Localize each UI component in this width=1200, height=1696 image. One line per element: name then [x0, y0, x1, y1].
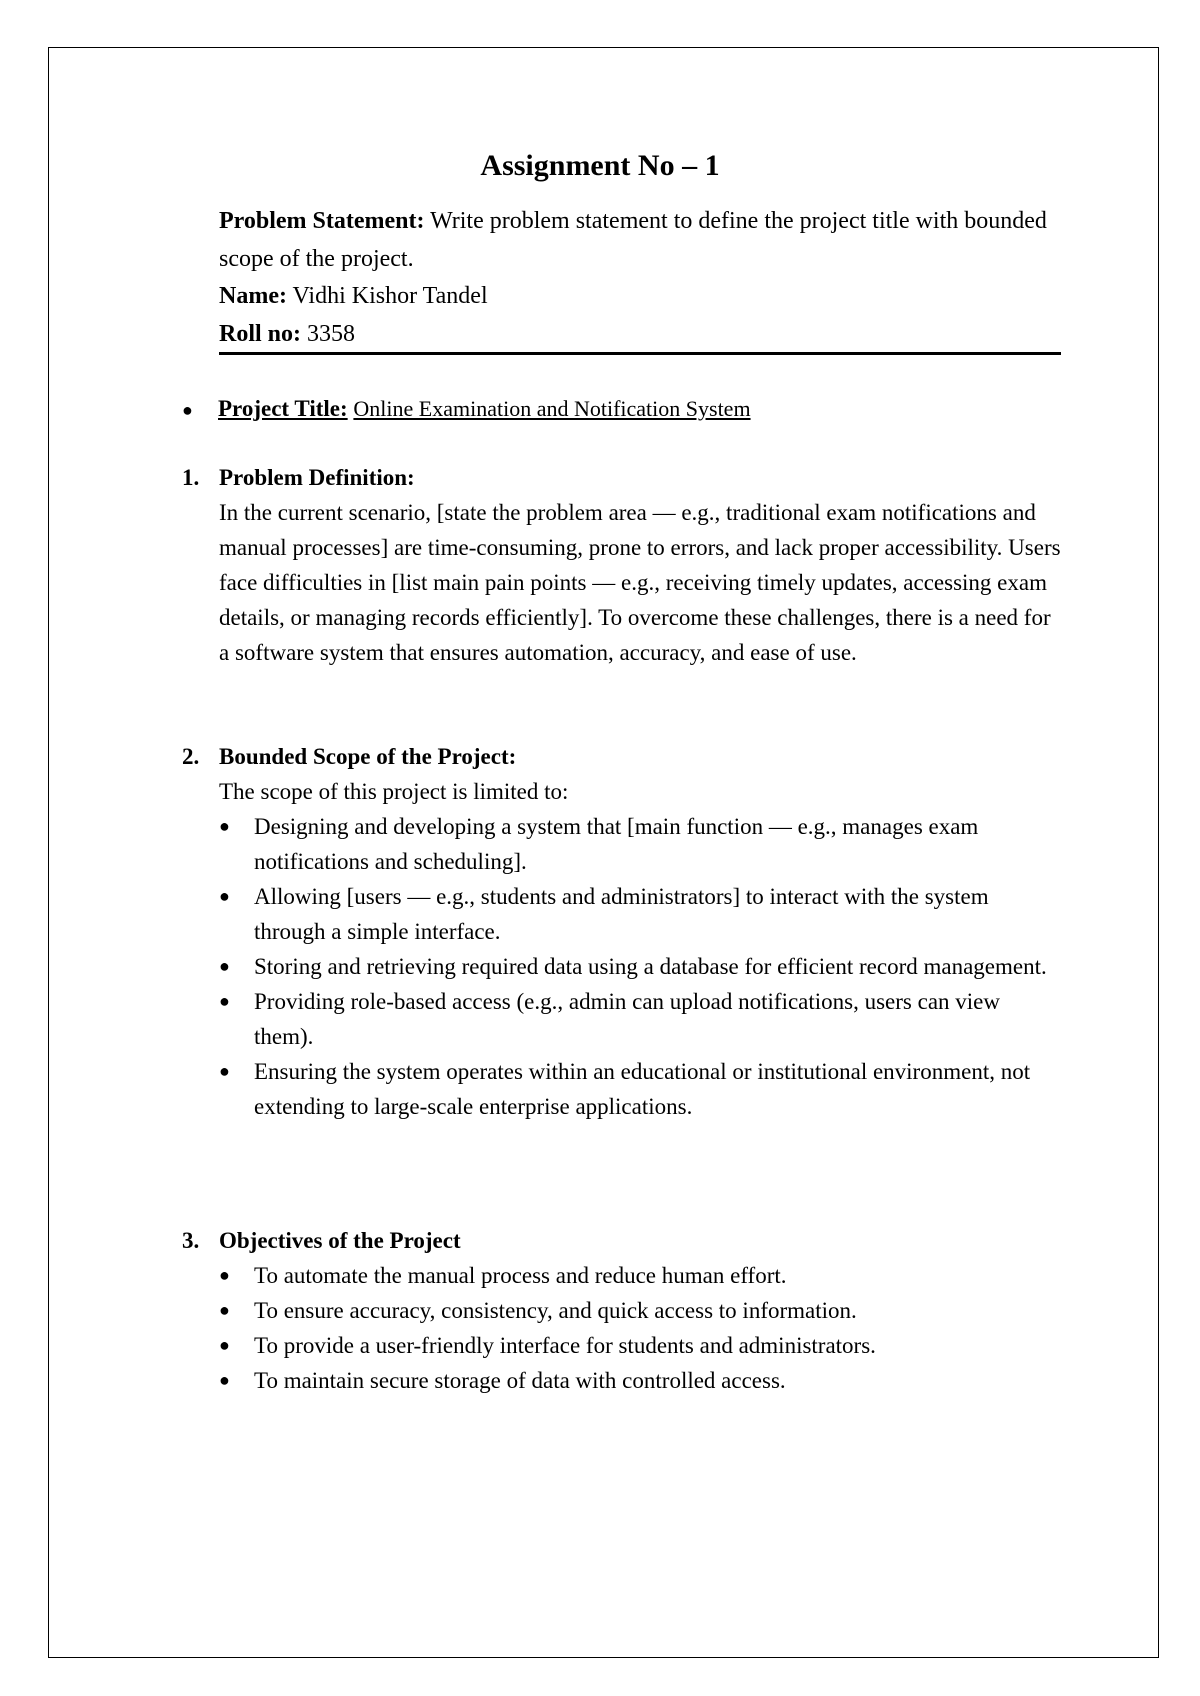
- list-item: [219, 1258, 1062, 1293]
- roll-number: [219, 316, 1059, 354]
- bullet-icon: ●: [219, 816, 230, 836]
- section-number: 2.: [182, 744, 200, 769]
- problem-statement-text: Write problem statement to define the project title with bounded scope of the project.: [219, 208, 1047, 272]
- problem-statement-label: Problem Statement:: [219, 208, 425, 234]
- bullet-icon: ●: [219, 956, 230, 976]
- scope-list: [182, 809, 1062, 1124]
- list-item: [219, 809, 1062, 879]
- list-item-text: Allowing [users — e.g., students and administrators] to interact with the system through a simple interface.: [254, 884, 989, 944]
- section-heading-text: Problem Definition:: [219, 465, 415, 490]
- name-value: Vidhi Kishor Tandel: [286, 283, 488, 309]
- list-item: [219, 1293, 1062, 1328]
- list-item: [219, 949, 1062, 984]
- header-block: [219, 203, 1059, 353]
- bullet-icon: ●: [219, 1300, 230, 1320]
- section-heading: [182, 460, 1062, 495]
- bullet-icon: ●: [219, 1370, 230, 1390]
- list-item-text: Designing and developing a system that [main function — e.g., manages exam notifications and scheduling].: [254, 814, 979, 874]
- list-item-text: To automate the manual process and reduce human effort.: [254, 1263, 787, 1288]
- section-intro: The scope of this project is limited to:: [219, 779, 569, 804]
- section-heading: [182, 1223, 1062, 1258]
- bullet-icon: ●: [219, 991, 230, 1011]
- section-problem-definition: [182, 460, 1062, 670]
- roll-label: Roll no:: [219, 320, 302, 347]
- header-divider: [219, 352, 1061, 355]
- student-name: [219, 278, 1059, 316]
- list-item-text: Ensuring the system operates within an educational or institutional environment, not extending to large-scale enterprise applications.: [254, 1059, 1031, 1119]
- project-title-value: Online Examination and Notification System: [353, 396, 751, 421]
- list-item-text: To maintain secure storage of data with controlled access.: [254, 1368, 786, 1393]
- section-heading-text: Bounded Scope of the Project:: [219, 744, 517, 769]
- list-item-text: To provide a user-friendly interface for students and administrators.: [254, 1333, 876, 1358]
- list-item-text: To ensure accuracy, consistency, and quick access to information.: [254, 1298, 857, 1323]
- project-title: [182, 392, 751, 427]
- section-bounded-scope: [182, 739, 1062, 1124]
- section-heading: [182, 739, 1062, 774]
- objectives-list: [182, 1258, 1062, 1398]
- document-title: Assignment No – 1: [480, 149, 720, 182]
- bullet-icon: ●: [182, 400, 193, 420]
- bullet-icon: ●: [219, 886, 230, 906]
- bullet-icon: ●: [219, 1061, 230, 1081]
- section-heading-text: Objectives of the Project: [219, 1228, 461, 1253]
- list-item: [219, 1363, 1062, 1398]
- project-title-label: Project Title:: [218, 396, 348, 421]
- section-objectives: [182, 1223, 1062, 1398]
- name-label: Name:: [219, 283, 287, 309]
- list-item: [219, 984, 1062, 1054]
- bullet-icon: ●: [219, 1335, 230, 1355]
- section-number: 3.: [182, 1228, 200, 1253]
- roll-value: 3358: [301, 320, 356, 347]
- list-item-text: Providing role-based access (e.g., admin can upload notifications, users can view them).: [254, 989, 1000, 1049]
- bullet-icon: ●: [219, 1265, 230, 1285]
- list-item-text: Storing and retrieving required data using a database for efficient record management.: [254, 954, 1047, 979]
- list-item: [219, 1054, 1062, 1124]
- list-item: [219, 879, 1062, 949]
- section-number: 1.: [182, 465, 200, 490]
- list-item: [219, 1328, 1062, 1363]
- problem-statement: [219, 203, 1059, 278]
- section-body: In the current scenario, [state the problem area — e.g., traditional exam notifications and manual processes] are time-consuming, prone to errors, and lack proper accessibility. Users face difficulties in [list main pain points — e.g., receiving timely updates, accessing exam details, or managing records efficiently]. To overcome these challenges, there is a need for a software system that ensures automation, accuracy, and ease of use.: [219, 500, 1061, 665]
